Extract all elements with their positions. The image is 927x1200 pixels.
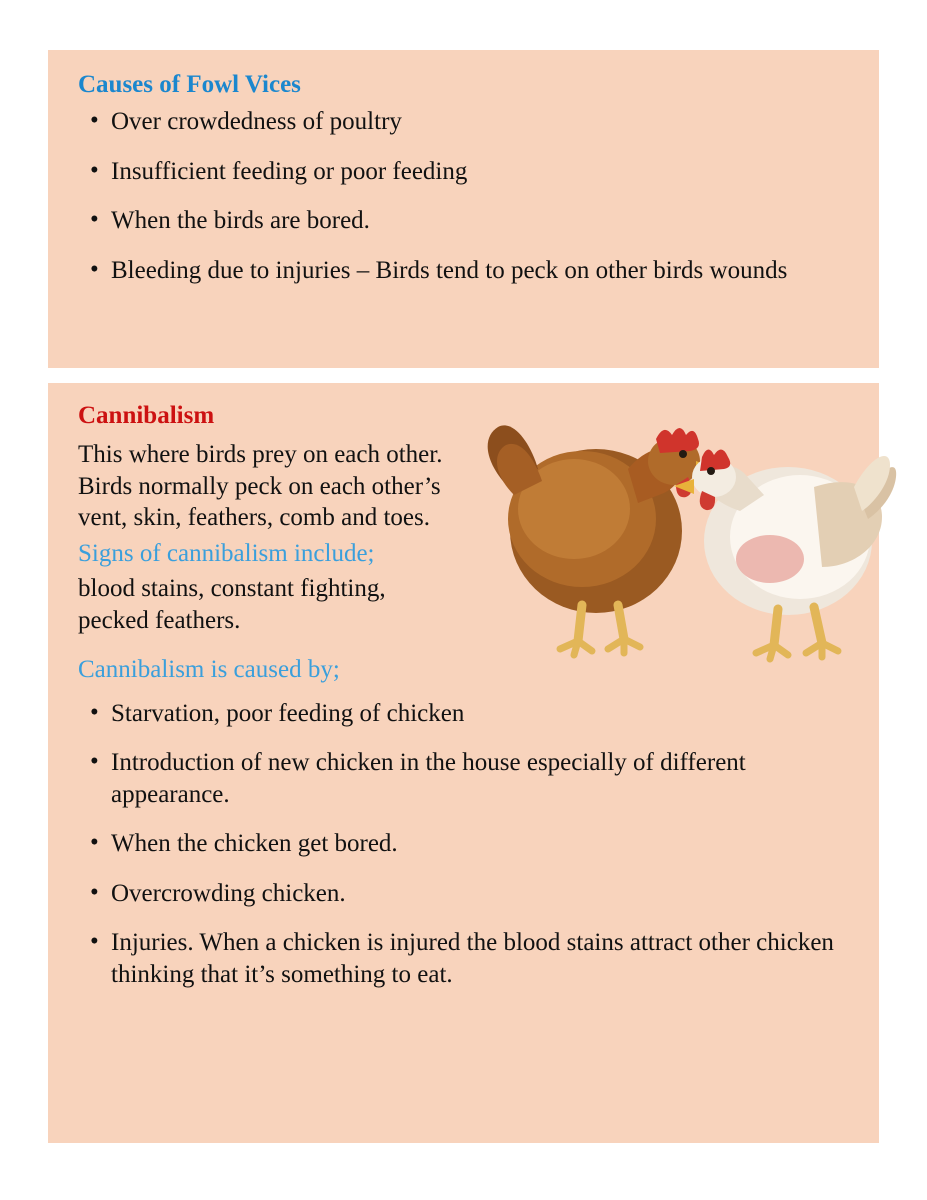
list-item: • Starvation, poor feeding of chicken <box>78 698 849 730</box>
causes-of-fowl-vices-panel <box>48 50 879 368</box>
list-item: • Introduction of new chicken in the house especially of different appearance. <box>78 747 849 810</box>
cannibalism-causes-heading: Cannibalism is caused by; <box>78 656 340 683</box>
signs-of-cannibalism-text: blood stains, constant fighting, pecked feathers. <box>78 575 386 634</box>
list-item: • When the birds are bored. <box>78 205 849 237</box>
list-item: • Insufficient feeding or poor feeding <box>78 156 849 188</box>
causes-panel-title: Causes of Fowl Vices <box>78 71 301 98</box>
list-item: • Injuries. When a chicken is injured the blood stains attract other chicken thinking that it’s something to eat. <box>78 927 849 990</box>
cannibalism-panel <box>48 383 879 1143</box>
list-item: • When the chicken get bored. <box>78 828 849 860</box>
list-item: • Over crowdedness of poultry <box>78 106 849 138</box>
white-chicken-icon <box>674 449 896 659</box>
list-item: • Bleeding due to injuries – Birds tend to peck on other birds wounds <box>78 255 849 287</box>
cannibalism-panel-title: Cannibalism <box>78 402 215 429</box>
list-item: • Overcrowding chicken. <box>78 878 849 910</box>
two-chickens-icon <box>478 391 898 691</box>
cannibalism-definition: This where birds prey on each other. Birds normally peck on each other’s vent, skin, feathers, comb and toes. <box>78 441 443 531</box>
brown-chicken-icon <box>488 425 716 655</box>
signs-of-cannibalism-heading: Signs of cannibalism include; <box>78 539 375 567</box>
cannibalism-intro-column <box>78 439 448 636</box>
cannibalism-causes-list <box>78 698 849 991</box>
causes-bullet-list <box>78 106 849 286</box>
